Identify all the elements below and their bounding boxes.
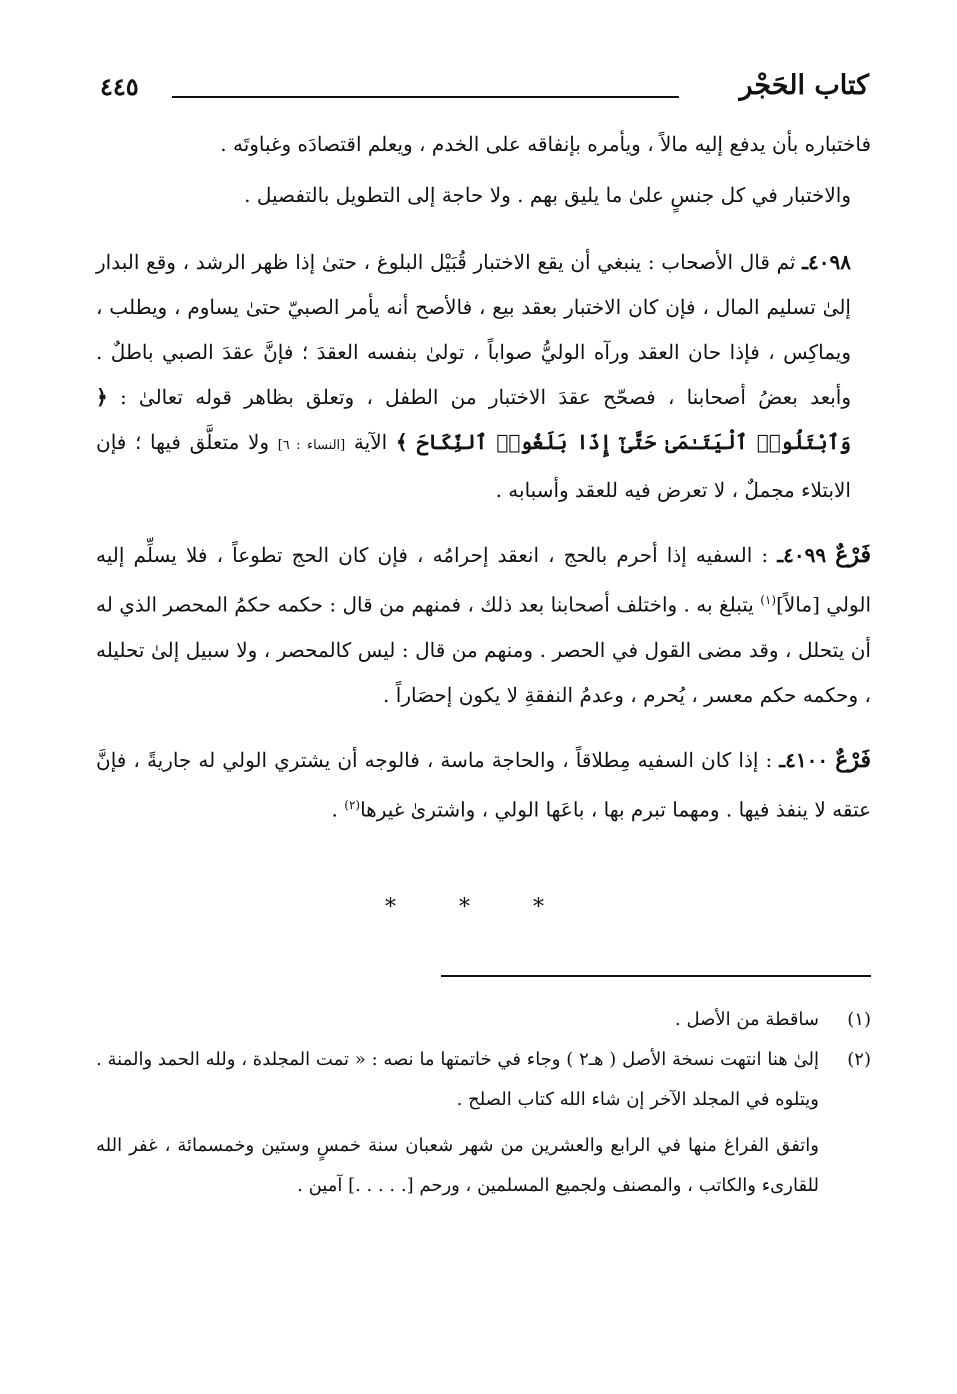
footnote-rule	[441, 975, 871, 977]
footnotes	[96, 1000, 871, 1206]
section-number: ٤٠٩٩ـ	[777, 543, 827, 567]
footnote-text: إلىٰ هنا انتهت نسخة الأصل ( هـ٢ ) وجاء في خاتمتها ما نصه : « تمت المجلدة ، ولله الحمد والمنة . ويتلوه في المجلد الآخر إن شاء الله كتاب الصلح .	[96, 1049, 819, 1110]
footnote-number: (٢)	[847, 1049, 871, 1070]
footnote-ref: (٢)	[344, 797, 361, 812]
footnote-2-continuation: واتفق الفراغ منها في الرابع والعشرين من شهر شعبان سنة خمسٍ وستين وخمسمائة ، غفر الله للقارىء والكاتب ، والمصنف ولجميع المسلمين ، ورحم [. . . . .] آمين .	[96, 1135, 819, 1196]
paragraph-text-a: : إذا كان السفيه مِطلاقاً ، والحاجة ماسة ، فالوجه أن يشتري الولي له جاريةً ، فإنَّ عتقه لا ينفذ فيها . ومهما تبرم بها ، باعَها الولي ، واشترىٰ غيرها	[96, 747, 871, 822]
paragraph-text-end: ولا متعلَّق فيها ؛ فإن الابتلاء مجملٌ ، لا تعرض فيه للعقد وأسبابه .	[96, 430, 851, 502]
running-title: كتاب الحَجْر	[739, 70, 869, 101]
quran-after: الآية	[353, 430, 388, 454]
page-number: ٤٤٥	[100, 72, 139, 101]
quran-reference: [النساء : ٦]	[277, 438, 346, 453]
header-rule	[172, 96, 679, 98]
footnote-2	[96, 1040, 871, 1120]
page-header	[100, 70, 869, 110]
section-number: ٤٠٩٨ـ	[802, 250, 851, 274]
branch-label: فَرْعٌ	[835, 542, 871, 568]
footnote-ref: (١)	[760, 593, 777, 607]
paragraph-1: فاختباره بأن يدفع إليه مالاً ، ويأمره بإنفاقه على الخدم ، ويعلم اقتصادَه وغباوتَه .	[220, 132, 871, 156]
paragraph-text-b: .	[331, 797, 338, 822]
paragraph-text: ثم قال الأصحاب : ينبغي أن يقع الاختبار قُبَيْل البلوغ ، حتىٰ إذا ظهر الرشد ، وقع البدار إلىٰ تسليم المال ، فإن كان الاختبار بعقد بيع ، فالأصح أنه يأمر الصبيّ حتىٰ يساوم ، ويطلب ، ويماكِس ، فإذا حان العقد ورآه الوليُّ صواباً ، تولىٰ بنفسه العقدَ ؛ فإنَّ عقدَ الصبي باطلٌ . وأبعد بعضُ أصحابنا ، فصحّح عقدَ الاختبار من الطفل ، وتعلق بظاهر قوله تعالىٰ :	[96, 250, 851, 409]
paragraph-text-b: يتبلغ به . واختلف أصحابنا بعد ذلك ، فمنهم من قال : حكمه حكمُ المحصر الذي له أن يتحلل ، وقد مضى القول في الحصر . ومنهم من قال : ليس كالمحصر ، ولا سبيل إلىٰ تحليله ، وحكمه حكم معسر ، يُحرم ، وعدمُ النفقةِ لا يكون إحصَاراً .	[96, 592, 871, 707]
paragraph-text-a: : السفيه إذا أحرم بالحج ، انعقد إحرامُه ، فإن كان الحج تطوعاً ، فلا يسلِّم إليه الولي [مالاً]	[96, 543, 872, 617]
main-text	[96, 122, 871, 832]
footnote-text: ساقطة من الأصل .	[675, 1009, 819, 1030]
paragraph-4098	[96, 240, 871, 513]
section-separator: * * *	[385, 895, 572, 920]
branch-label: فَرْعٌ	[835, 746, 871, 773]
footnote-1	[96, 1000, 871, 1040]
paragraph-4099	[96, 533, 871, 718]
paragraph-2: والاختبار في كل جنسٍ علىٰ ما يليق بهم . ولا حاجة إلى التطويل بالتفصيل .	[244, 183, 851, 207]
quran-quote: ﴿ وَٱبْتَلُوا۟ ٱلْيَتَـٰمَىٰ حَتَّىٰٓ إِذَا بَلَغُوا۟ ٱلنِّكَاحَ ﴾	[96, 385, 852, 454]
paragraph-4100	[96, 738, 871, 833]
footnote-number: (١)	[847, 1009, 871, 1030]
section-number: ٤١٠٠ـ	[779, 747, 829, 772]
